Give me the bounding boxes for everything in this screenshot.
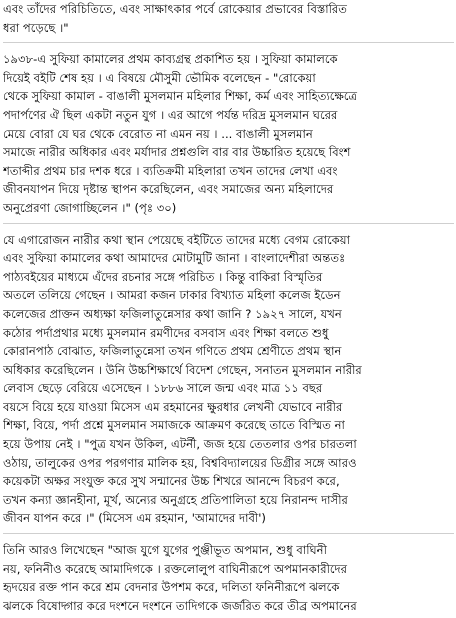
text-line: এবং সুফিয়া কামালের কথা আমাদের মোটামুটি জানা । বাংলাদেশীরা অন্ততঃ (3, 251, 346, 266)
text-line: জীবন যাপন করে ।" (মিসেস এম রহমান, 'আমাদের দাবী') (3, 511, 266, 526)
text-line: শিক্ষা, বিয়ে, পর্দা প্রশ্নে মুসলমান সমাজকে আক্রমণ করেছে তাতে বিস্মিত না (3, 418, 345, 433)
text-line: ১৯৩৮-এ সুফিয়া কামালের প্রথম কাব্যগ্রন্থ প্রকাশিত হয় । সুফিয়া কামালকে (3, 52, 338, 67)
text-line: হয়ে উপায় নেই । "পুত্র যখন উকিল, এটর্নী, জজ হয়ে তেতলার ওপর চারতলা (3, 437, 357, 452)
text-line: সমাজে নারীর অধিকার এবং মর্যাদার প্রশ্নগুলি বার বার উচ্চারিত হয়েছে বিংশ (3, 145, 351, 160)
text-line: কঠোর পর্দাপ্রথার মধ্যে মুসলমান রমণীদের বসবাস এবং শিক্ষা বলতে শুধু (3, 325, 329, 340)
paragraph-divider (3, 223, 454, 224)
text-line: ঝলকে বিষোদ্গার করে দংশনে দংশনে তাদিগকে জর্জরিত করে তীব্র অপমানের (3, 598, 357, 613)
paragraph-further-writing (3, 541, 454, 615)
text-line: লেবাস ছেড়ে বেরিয়ে এসেছেন । ১৮৮৬ সালে জন্ম এবং মাত্র ১১ বছর (3, 381, 323, 396)
paragraph-eleven-women (3, 231, 454, 529)
text-line: যে এগারোজন নারীর কথা স্থান পেয়েছে বইটিতে তাদের মধ্যে বেগম রোকেয়া (3, 232, 350, 247)
paragraph-divider (3, 42, 454, 43)
text-line: কোরানপাঠ বোঝাত, ফজিলাতুন্নেসা তখন গণিতে প্রথম শ্রেণীতে প্রথম স্থান (3, 344, 342, 359)
paragraph-sufia-kamal (3, 50, 454, 217)
text-line: বয়সে বিয়ে হয়ে যাওয়া মিসেস এম রহমানের ক্ষুরধার লেখনী যেভাবে নারীর (3, 399, 343, 414)
text-line: মেয়ে বোরা যে ঘর থেকে বেরোত না এমন নয় । ... বাঙালী মুসলমান (3, 126, 313, 141)
text-line: অধিকার করেছিলেন । উনি উচ্চশিক্ষার্থে বিদেশ গেছেন, সনাতন মুসলমান নারীর (3, 362, 362, 377)
text-line: দিয়েই বইটি শেষ হয় । এ বিষয়ে মৌসুমী ভৌমিক বলেছেন - "রোকেয়া (3, 70, 316, 85)
text-line: ওঠায়, তালুকের ওপর পরগণার মালিক হয়, বিশ্ববিদ্যালয়ের ডিগ্রীর সঙ্গে আরও (3, 455, 357, 470)
text-line: কলেজের প্রাক্তন অধ্যক্ষা ফজিলাতুন্নেসার কথা জানি ? ১৯২৭ সালে, যখন (3, 306, 342, 321)
text-line: এবং তাঁদের পরিচিতিতে, এবং সাক্ষাৎকার পর্বে রোকেয়ার প্রভাবের বিস্তারিত (3, 2, 347, 16)
text-line: জীবনযাপন দিয়ে দৃষ্টান্ত স্থাপন করেছিলেন, এবং সমাজের অন্য মহিলাদের (3, 182, 334, 197)
text-line: নয়, ফনিনীও করেছে আমাদিগকে । রক্তলোলুপ বাঘিনীরূপে অপমানকারীদের (3, 561, 348, 576)
text-line: অতলে তলিয়ে গেছেন । আমরা কজন ঢাকার বিখ্যাত মহিলা কলেজ ইডেন (3, 288, 341, 303)
text-line: থেকে সুফিয়া কামাল - বাঙালী মুসলমান মহিলার শিক্ষা, কর্ম এবং সাহিত্যক্ষেত্রে (3, 89, 358, 104)
text-line: পদার্পণের ঐ ছিল একটা নতুন যুগ । এর আগে পর্যন্ত দরিদ্র মুসলমান ঘরের (3, 107, 338, 122)
text-line: অনুপ্রেরণা জোগাচ্ছিলেন ।" (পৃঃ ৩০) (3, 200, 177, 215)
text-line: তিনি আরও লিখেছেন "আজ যুগে যুগের পুঞ্জীভূত অপমান, শুধু বাঘিনী (3, 543, 327, 558)
text-line: শতাব্দীর প্রথম চার দশক ধরে । ব্যতিক্রমী মহিলারা তখন তাদের লেখা এবং (3, 163, 338, 178)
text-line: ধরা পড়েছে ।" (3, 20, 69, 35)
paragraph-intro-tail (3, 0, 454, 37)
text-line: তখন কন্যা জ্ঞানহীনা, মূর্খ, অন্যের অনুগ্রহে প্রতিপালিতা হয়ে নিরানন্দ দাসীর (3, 492, 348, 507)
text-line: হৃদয়ের রক্ত পান করে শ্রম বেদনার উপশম করে, দলিতা ফনিনীরূপে ঝলকে (3, 580, 340, 595)
text-line: পাঠ্যবইয়ের মাধ্যমে এঁদের রচনার সঙ্গে পরিচিত । কিন্তু বাকিরা বিস্মৃতির (3, 269, 323, 284)
text-line: কয়েকটা অক্ষর সংযুক্ত করে সুখ সন্মানের উচ্চ শিখরে আনন্দে বিচরণ করে, (3, 474, 340, 489)
paragraph-divider (3, 533, 454, 534)
